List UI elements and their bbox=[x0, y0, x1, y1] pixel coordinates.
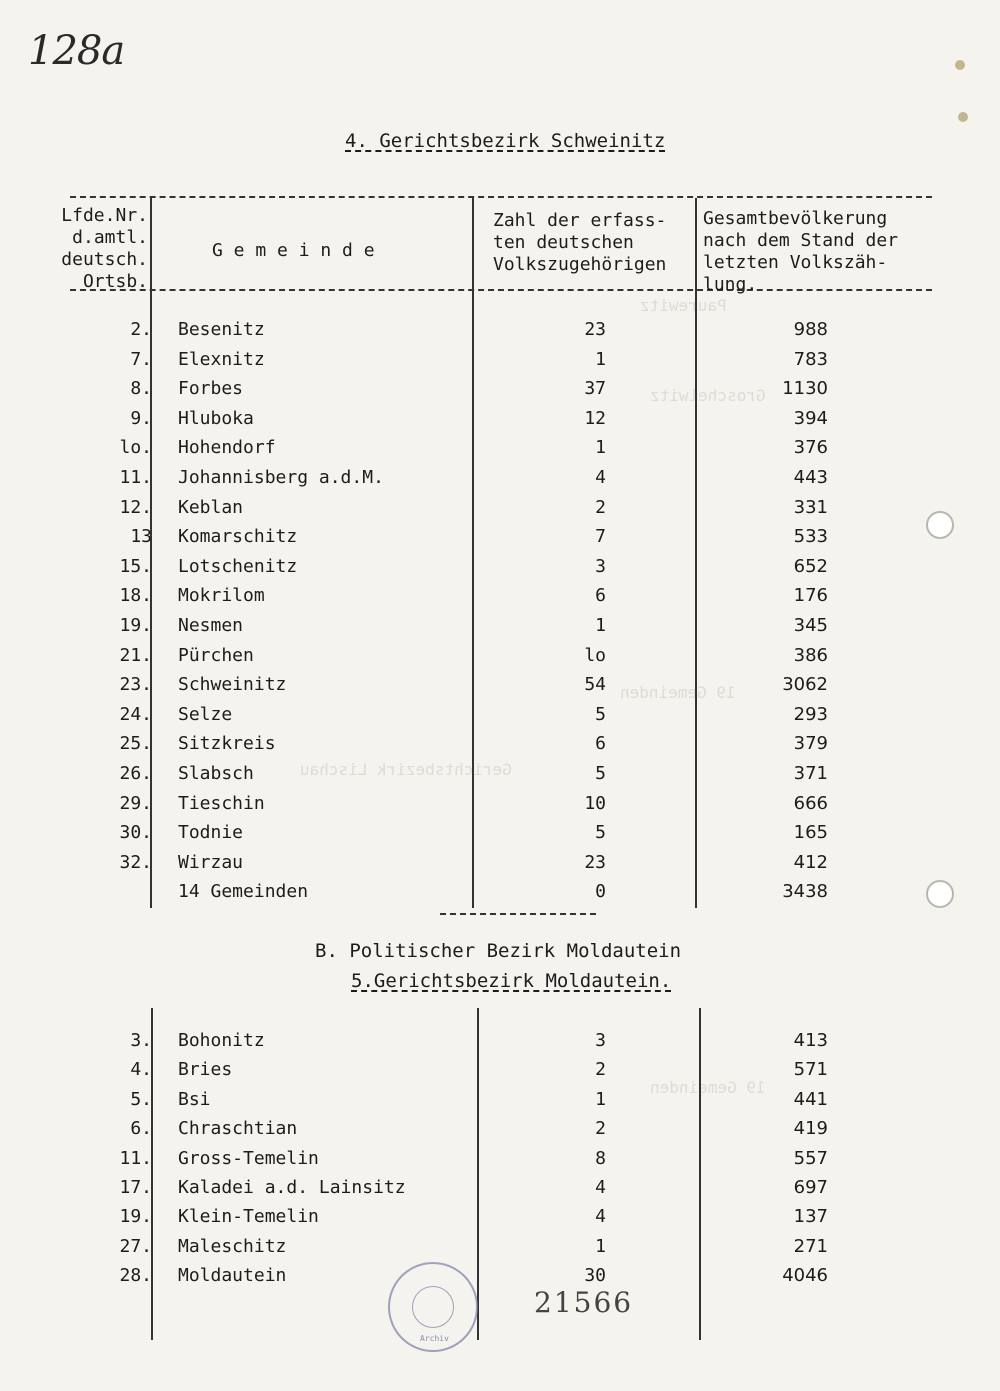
count-population: 137 bbox=[793, 1206, 828, 1228]
table-row bbox=[0, 733, 1000, 762]
municipality-name: Nesmen bbox=[178, 615, 244, 636]
table-row bbox=[0, 585, 1000, 614]
count-population: 666 bbox=[793, 792, 828, 814]
count-registered: 23 bbox=[584, 851, 606, 873]
row-number: 19. bbox=[119, 1206, 152, 1228]
count-population: 412 bbox=[793, 851, 828, 873]
table-row bbox=[0, 793, 1000, 822]
table-row bbox=[0, 349, 1000, 378]
municipality-name: Chraschtian bbox=[178, 1118, 298, 1140]
municipality-name: Todnie bbox=[178, 822, 244, 844]
table-row bbox=[0, 378, 1000, 407]
count-population: 557 bbox=[793, 1147, 828, 1169]
rust-spot bbox=[955, 60, 965, 70]
table-row bbox=[0, 497, 1000, 526]
row-number: 29. bbox=[119, 792, 152, 814]
total-separator bbox=[440, 913, 596, 915]
count-registered: 5 bbox=[595, 703, 606, 725]
table-row bbox=[0, 319, 1000, 348]
row-number: 2. bbox=[130, 319, 152, 340]
count-registered: 4 bbox=[595, 1177, 606, 1198]
count-registered: 1 bbox=[595, 1088, 606, 1110]
municipality-name: Bohonitz bbox=[178, 1030, 265, 1051]
row-number: 28. bbox=[119, 1265, 152, 1287]
table-row bbox=[0, 1059, 1000, 1088]
count-population: 394 bbox=[793, 407, 828, 429]
count-registered: 7 bbox=[595, 526, 606, 548]
count-registered: 3 bbox=[595, 555, 606, 577]
municipality-name: Keblan bbox=[178, 496, 244, 518]
municipality-name: Slabsch bbox=[178, 763, 254, 784]
bleed-through: Gerichtsbezirk Lischau bbox=[300, 760, 512, 779]
count-population: 165 bbox=[793, 822, 828, 844]
municipality-name: Johannisberg a.d.M. bbox=[178, 467, 384, 488]
count-registered: 3 bbox=[595, 1030, 606, 1051]
count-population: 533 bbox=[793, 526, 828, 548]
row-number: 7. bbox=[130, 348, 152, 370]
count-population: 697 bbox=[793, 1177, 828, 1198]
table-row bbox=[0, 704, 1000, 733]
page-title: 4. Gerichtsbezirk Schweinitz bbox=[345, 130, 666, 152]
count-population: 4046 bbox=[782, 1265, 828, 1287]
count-registered: 0 bbox=[595, 881, 606, 903]
municipality-name: Kaladei a.d. Lainsitz bbox=[178, 1177, 406, 1198]
table-row bbox=[0, 1089, 1000, 1118]
count-population: 783 bbox=[793, 348, 828, 370]
row-number: 11. bbox=[119, 1147, 152, 1169]
bleed-through: Paurewitz bbox=[640, 296, 727, 315]
count-population: 371 bbox=[793, 763, 828, 784]
count-population: 443 bbox=[793, 467, 828, 488]
municipality-name: Gross-Temelin bbox=[178, 1147, 319, 1169]
count-registered: 5 bbox=[595, 822, 606, 844]
count-registered: lo bbox=[584, 644, 606, 666]
header-erfasst: Zahl der erfass- ten deutschen Volkszugehörigen bbox=[493, 210, 667, 275]
table-row bbox=[0, 852, 1000, 881]
table-row bbox=[0, 1265, 1000, 1294]
count-registered: 4 bbox=[595, 467, 606, 488]
row-number: 13 bbox=[130, 526, 152, 548]
municipality-name: Hohendorf bbox=[178, 437, 276, 459]
table-row bbox=[0, 1236, 1000, 1265]
bleed-through: Groschelwitz bbox=[650, 386, 766, 405]
count-population: 293 bbox=[793, 703, 828, 725]
municipality-name: Bries bbox=[178, 1059, 233, 1081]
count-registered: 6 bbox=[595, 585, 606, 607]
count-population: 988 bbox=[793, 319, 828, 340]
municipality-name: Sitzkreis bbox=[178, 733, 276, 755]
table-row bbox=[0, 467, 1000, 496]
count-population: 376 bbox=[793, 437, 828, 459]
count-registered: 2 bbox=[595, 1118, 606, 1140]
stamp-emblem bbox=[412, 1286, 454, 1328]
row-number: 8. bbox=[130, 378, 152, 400]
count-registered: 5 bbox=[595, 763, 606, 784]
count-registered: 8 bbox=[595, 1147, 606, 1169]
count-population: 271 bbox=[793, 1235, 828, 1257]
table-row bbox=[0, 674, 1000, 703]
municipality-name: Schweinitz bbox=[178, 674, 287, 696]
count-population: 345 bbox=[793, 615, 828, 636]
municipality-name: Pürchen bbox=[178, 644, 254, 666]
count-population: 379 bbox=[793, 733, 828, 755]
archive-stamp bbox=[388, 1262, 478, 1352]
count-population: 331 bbox=[793, 496, 828, 518]
row-number: 32. bbox=[119, 851, 152, 873]
row-number: 11. bbox=[119, 467, 152, 488]
municipality-name: Lotschenitz bbox=[178, 555, 298, 577]
table-row bbox=[0, 1030, 1000, 1059]
table-row bbox=[0, 1148, 1000, 1177]
section-b-title: B. Politischer Bezirk Moldautein bbox=[315, 940, 682, 962]
row-number: 5. bbox=[130, 1088, 152, 1110]
count-population: 1130 bbox=[782, 378, 828, 400]
count-population: 3438 bbox=[782, 881, 828, 903]
header-gemeinde: G e m e i n d e bbox=[212, 240, 375, 261]
municipality-name: Klein-Temelin bbox=[178, 1206, 319, 1228]
table-row bbox=[0, 408, 1000, 437]
stamp-text: Archiv bbox=[420, 1334, 449, 1343]
table-row bbox=[0, 763, 1000, 792]
archive-number: 21566 bbox=[534, 1286, 634, 1319]
punch-hole bbox=[926, 511, 954, 539]
municipality-name: 14 Gemeinden bbox=[178, 881, 309, 903]
row-number: 26. bbox=[119, 763, 152, 784]
table-row bbox=[0, 645, 1000, 674]
row-number: 23. bbox=[119, 674, 152, 696]
table-row bbox=[0, 881, 1000, 910]
header-gesamt: Gesamtbevölkerung nach dem Stand der letzten Volkszäh- lung. bbox=[703, 208, 899, 295]
count-registered: 10 bbox=[584, 792, 606, 814]
count-registered: 12 bbox=[584, 407, 606, 429]
bleed-through: 19 Gemeinden bbox=[620, 683, 736, 702]
header-nr: Lfde.Nr. d.amtl. deutsch. Ortsb. bbox=[61, 205, 148, 292]
municipality-name: Maleschitz bbox=[178, 1235, 287, 1257]
section-b-subtitle: 5.Gerichtsbezirk Moldautein. bbox=[351, 970, 672, 992]
table-row bbox=[0, 615, 1000, 644]
folio-number: 128a bbox=[28, 28, 125, 74]
table-row bbox=[0, 526, 1000, 555]
rust-spot bbox=[958, 112, 968, 122]
row-number: 17. bbox=[119, 1177, 152, 1198]
row-number: 15. bbox=[119, 555, 152, 577]
bleed-through: 19 Gemeinden bbox=[650, 1078, 766, 1097]
municipality-name: Selze bbox=[178, 703, 233, 725]
count-registered: 30 bbox=[584, 1265, 606, 1287]
row-number: 4. bbox=[130, 1059, 152, 1081]
count-population: 652 bbox=[793, 555, 828, 577]
punch-hole bbox=[926, 880, 954, 908]
municipality-name: Moldautein bbox=[178, 1265, 287, 1287]
municipality-name: Besenitz bbox=[178, 319, 265, 340]
table-row bbox=[0, 822, 1000, 851]
count-registered: 37 bbox=[584, 378, 606, 400]
count-registered: 1 bbox=[595, 1235, 606, 1257]
count-registered: 1 bbox=[595, 348, 606, 370]
table-row bbox=[0, 556, 1000, 585]
row-number: 18. bbox=[119, 585, 152, 607]
count-population: 386 bbox=[793, 644, 828, 666]
count-population: 3062 bbox=[782, 674, 828, 696]
count-registered: 2 bbox=[595, 1059, 606, 1081]
table-row bbox=[0, 1206, 1000, 1235]
table-top-rule bbox=[70, 196, 932, 198]
count-population: 419 bbox=[793, 1118, 828, 1140]
row-number: 6. bbox=[130, 1118, 152, 1140]
count-population: 441 bbox=[793, 1088, 828, 1110]
row-number: 25. bbox=[119, 733, 152, 755]
count-registered: 4 bbox=[595, 1206, 606, 1228]
row-number: 24. bbox=[119, 703, 152, 725]
count-registered: 23 bbox=[584, 319, 606, 340]
municipality-name: Wirzau bbox=[178, 851, 244, 873]
row-number: 12. bbox=[119, 496, 152, 518]
municipality-name: Elexnitz bbox=[178, 348, 265, 370]
row-number: 9. bbox=[130, 407, 152, 429]
table-row bbox=[0, 437, 1000, 466]
row-number: 21. bbox=[119, 644, 152, 666]
row-number: 3. bbox=[130, 1030, 152, 1051]
table-row bbox=[0, 1177, 1000, 1206]
count-population: 176 bbox=[793, 585, 828, 607]
count-registered: 54 bbox=[584, 674, 606, 696]
municipality-name: Tieschin bbox=[178, 792, 265, 814]
count-registered: 6 bbox=[595, 733, 606, 755]
count-population: 571 bbox=[793, 1059, 828, 1081]
count-registered: 2 bbox=[595, 496, 606, 518]
row-number: 19. bbox=[119, 615, 152, 636]
municipality-name: Hluboka bbox=[178, 407, 254, 429]
municipality-name: Komarschitz bbox=[178, 526, 298, 548]
municipality-name: Bsi bbox=[178, 1088, 211, 1110]
table-row bbox=[0, 1118, 1000, 1147]
row-number: 30. bbox=[119, 822, 152, 844]
count-registered: 1 bbox=[595, 437, 606, 459]
row-number: 27. bbox=[119, 1235, 152, 1257]
municipality-name: Forbes bbox=[178, 378, 244, 400]
count-registered: 1 bbox=[595, 615, 606, 636]
municipality-name: Mokrilom bbox=[178, 585, 265, 607]
row-number: lo. bbox=[119, 437, 152, 459]
count-population: 413 bbox=[793, 1030, 828, 1051]
